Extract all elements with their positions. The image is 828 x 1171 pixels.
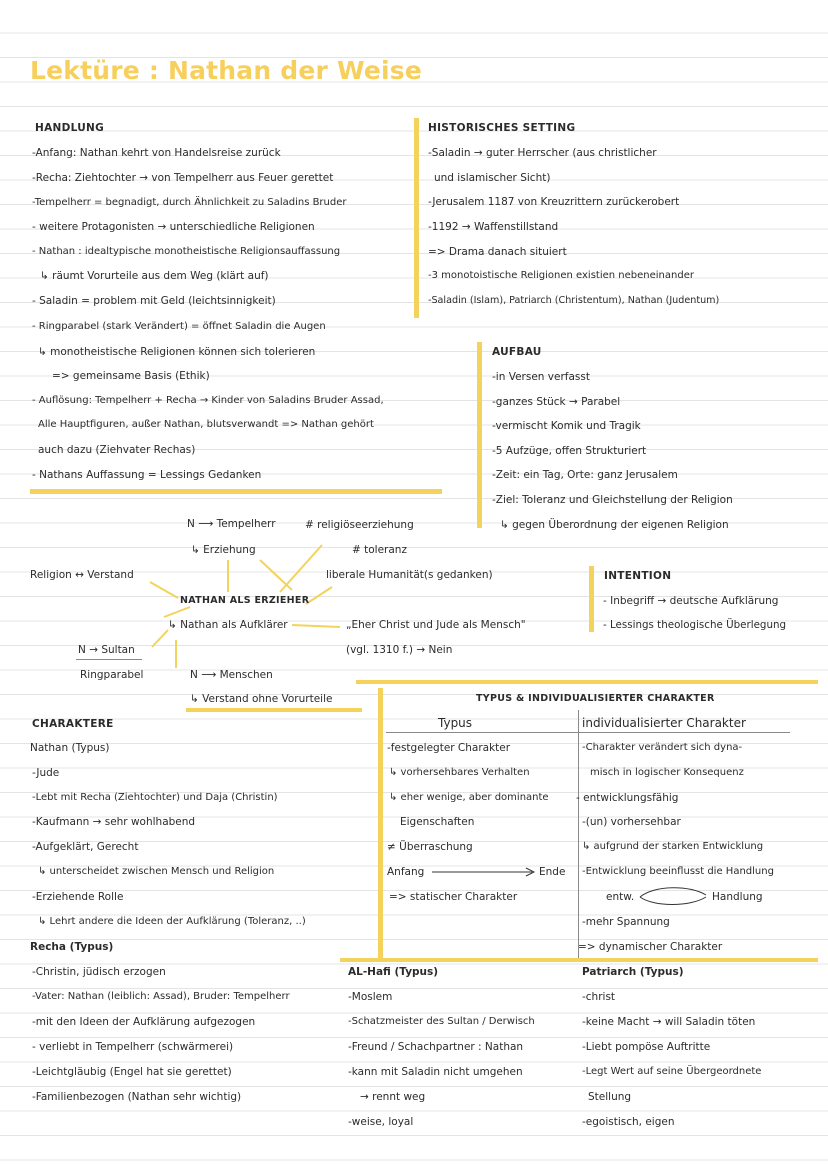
setting-line: -Saladin → guter Herrscher (aus christlicher [428,147,657,159]
intention-line: - Inbegriff → deutsche Aufklärung [603,595,779,607]
handlung-line: ↳ monotheistische Religionen können sich tolerieren [38,346,316,358]
nathan-aufklaerer: ↳ Nathan als Aufklärer [168,619,288,631]
typus-entw: entw. [606,891,635,903]
intention-heading: INTENTION [604,570,672,582]
nathan-line: -Jude [32,767,60,779]
typus-left-bar [378,688,383,960]
n-sultan: N → Sultan [78,644,135,656]
alhafi-line: -Moslem [348,991,393,1003]
aufbau-line: -5 Aufzüge, offen Strukturiert [492,445,647,457]
typus-col1-line: ↳ eher wenige, aber dominante [389,792,549,803]
recha-head: Recha (Typus) [30,941,114,953]
typus-statisch: => statischer Charakter [389,891,518,903]
patriarch-line: Stellung [588,1091,632,1103]
patriarch-head: Patriarch (Typus) [582,966,684,978]
handlung-line: Alle Hauptfiguren, außer Nathan, blutsverwandt => Nathan gehört [38,419,374,430]
aufbau-line: ↳ gegen Überordnung der eigenen Religion [500,519,729,531]
alhafi-line: -Freund / Schachpartner : Nathan [348,1041,524,1053]
setting-line: -Jerusalem 1187 von Kreuzrittern zurückerobert [428,196,680,208]
nathan-line: ↳ Lehrt andere die Ideen der Aufklärung (Toleranz, ..) [38,916,306,927]
patriarch-line: -keine Macht → will Saladin töten [582,1016,756,1028]
typus-col1-line: ↳ vorhersehbares Verhalten [389,767,530,778]
typus-col2-rule [578,732,790,733]
vgl-nein: (vgl. 1310 f.) → Nein [346,644,453,656]
alhafi-line: → rennt weg [360,1091,426,1103]
recha-line: -mit den Ideen der Aufklärung aufgezogen [32,1016,256,1028]
setting-line: -Saladin (Islam), Patriarch (Christentum), Nathan (Judentum) [428,295,720,306]
n-sultan-underline [76,659,142,660]
typus-heading: TYPUS & INDIVIDUALISIERTER CHARAKTER [476,693,715,704]
verstand-ohne-vorurteile: ↳ Verstand ohne Vorurteile [190,693,333,705]
recha-line: -Christin, jüdisch erzogen [32,966,166,978]
handlung-line: => gemeinsame Basis (Ethik) [52,370,210,382]
typus-col-divider [578,710,579,960]
entw-handlung-cycle [634,883,714,909]
typus-col1-line: Eigenschaften [400,816,475,828]
recha-line: -Familienbezogen (Nathan sehr wichtig) [32,1091,242,1103]
religioese-erziehung: # religiöseerziehung [305,519,414,531]
alhafi-line: -kann mit Saladin nicht umgehen [348,1066,523,1078]
liberale-humanitaet: liberale Humanität(s gedanken) [326,569,493,581]
typus-handlung: Handlung [712,891,763,903]
religion-verstand: Religion ↔ Verstand [30,569,134,581]
nathan-head: Nathan (Typus) [30,742,110,754]
aufbau-line: -ganzes Stück → Parabel [492,396,621,408]
alhafi-head: AL-Hafi (Typus) [348,966,439,978]
aufbau-line: -in Versen verfasst [492,371,590,383]
erzieher-center: NATHAN ALS ERZIEHER [180,595,310,606]
typus-col2-rest: => dynamischer Charakter [578,941,723,953]
n-menschen: N ⟶ Menschen [190,669,273,681]
aufbau-line: -vermischt Komik und Tragik [492,420,641,432]
typus-col2-line: -Charakter verändert sich dyna- [582,742,743,753]
typus-ende: Ende [539,866,566,878]
handlung-line: - Nathan : idealtypische monotheistische Religionsauffassung [32,246,341,257]
typus-col1-line: -festgelegter Charakter [387,742,511,754]
patriarch-line: -Liebt pompöse Auftritte [582,1041,711,1053]
charaktere-heading: CHARAKTERE [32,718,114,730]
handlung-line: - Saladin = problem mit Geld (leichtsinnigkeit) [32,295,276,307]
patriarch-line: -christ [582,991,616,1003]
typus-top-bar [356,680,818,684]
typus-col2-line: misch in logischer Konsequenz [590,767,744,778]
patriarch-line: -egoistisch, eigen [582,1116,675,1128]
n-tempelherr: N ⟶ Tempelherr [187,518,276,530]
typus-col1-rule [386,732,578,733]
erziehung: ↳ Erziehung [191,544,256,556]
charaktere-lower-bar [340,958,818,962]
typus-col2-rest: -mehr Spannung [582,916,670,928]
anfang-ende-arrow [430,866,540,878]
handlung-line: - Auflösung: Tempelherr + Recha → Kinder von Saladins Bruder Assad, [32,395,384,406]
zitat: „Eher Christ und Jude als Mensch" [346,619,526,631]
recha-line: - verliebt in Tempelherr (schwärmerei) [32,1041,234,1053]
handlung-line: - Ringparabel (stark Verändert) = öffnet Saladin die Augen [32,321,326,332]
handlung-line: -Anfang: Nathan kehrt von Handelsreise zurück [32,147,281,159]
setting-line: => Drama danach situiert [428,246,567,258]
verstand-underline [186,708,362,712]
intention-line: - Lessings theologische Überlegung [603,619,787,631]
nathan-line: -Lebt mit Recha (Ziehtochter) und Daja (Christin) [32,792,278,803]
setting-heading: HISTORISCHES SETTING [428,122,576,134]
typus-col1-head: Typus [438,716,473,730]
setting-line: und islamischer Sicht) [434,172,551,184]
handlung-line: ↳ räumt Vorurteile aus dem Weg (klärt auf) [40,270,269,282]
ringparabel: Ringparabel [80,669,144,681]
nathan-line: -Kaufmann → sehr wohlhabend [32,816,196,828]
handlung-line: auch dazu (Ziehvater Rechas) [38,444,196,456]
typus-col2-line: - entwicklungsfähig [576,792,679,804]
handlung-line: - Nathans Auffassung = Lessings Gedanken [32,469,262,481]
alhafi-line: -Schatzmeister des Sultan / Derwisch [348,1016,535,1027]
handlung-line: -Tempelherr = begnadigt, durch Ähnlichkeit zu Saladins Bruder [32,197,347,208]
aufbau-line: -Ziel: Toleranz und Gleichstellung der Religion [492,494,733,506]
patriarch-line: -Legt Wert auf seine Übergeordnete [582,1066,762,1077]
alhafi-line: -weise, loyal [348,1116,414,1128]
recha-line: -Leichtgläubig (Engel hat sie gerettet) [32,1066,232,1078]
typus-anfang: Anfang [387,866,425,878]
setting-line: -1192 → Waffenstillstand [428,221,559,233]
recha-line: -Vater: Nathan (leiblich: Assad), Bruder: Tempelherr [32,991,290,1002]
handlung-line: - weitere Protagonisten → unterschiedliche Religionen [32,221,315,233]
typus-col2-line: -Entwicklung beeinflusst die Handlung [582,866,774,877]
handlung-heading: HANDLUNG [35,122,105,134]
page-title: Lektüre : Nathan der Weise [30,56,422,85]
intention-left-bar [589,566,594,632]
typus-col2-line: ↳ aufgrund der starken Entwicklung [582,841,764,852]
aufbau-line: -Zeit: ein Tag, Orte: ganz Jerusalem [492,469,678,481]
typus-col1-line: ≠ Überraschung [387,841,473,853]
aufbau-heading: AUFBAU [492,346,542,358]
nathan-line: ↳ unterscheidet zwischen Mensch und Religion [38,866,275,877]
typus-col2-line: -(un) vorhersehbar [582,816,681,828]
nathan-line: -Aufgeklärt, Gerecht [32,841,139,853]
setting-line: -3 monotoistische Religionen existien nebeneinander [428,270,694,281]
handlung-line: -Recha: Ziehtochter → von Tempelherr aus Feuer gerettet [32,172,334,184]
typus-col2-head: individualisierter Charakter [582,716,746,730]
nathan-line: -Erziehende Rolle [32,891,124,903]
toleranz: # toleranz [352,544,407,556]
